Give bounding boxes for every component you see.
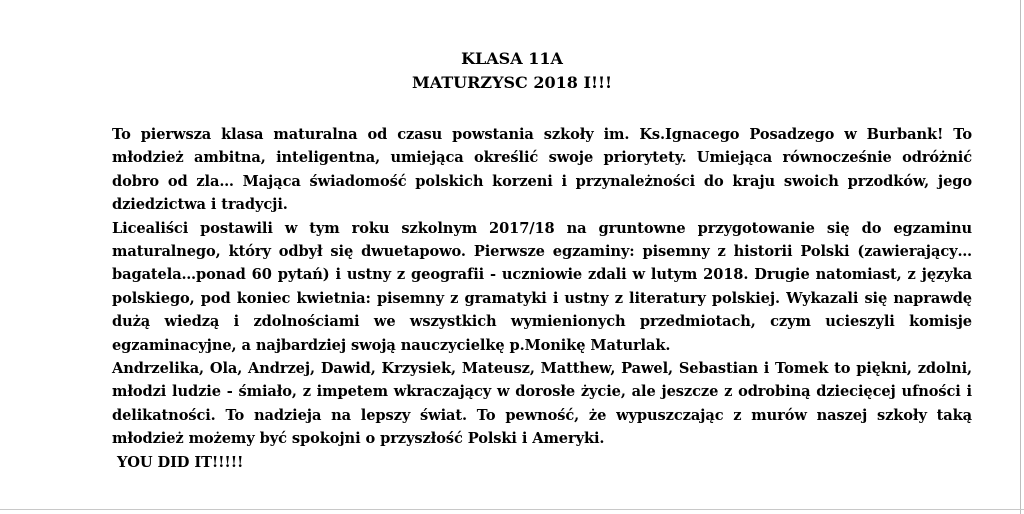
frame-bottom-border <box>0 509 1024 510</box>
closing-line: YOU DID IT!!!!! <box>112 453 244 471</box>
document-title: KLASA 11A <box>461 49 563 68</box>
frame-right-border <box>1020 0 1021 514</box>
paragraph-students: Andrzelika, Ola, Andrzej, Dawid, Krzysiek, Mateusz, Matthew, Pawel, Sebastian i Tomek to piękni, zdolni, młodzi ludzie - śmiało, z impetem wkraczający w dorosłe życie, ale jeszcze z odrobiną dziecięcej ufności i delikatności. To nadzieja na lepszy świat. To pewność, że wypuszczając z murów naszej szkoły taką młodzież możemy być spokojni o przyszłość Polski i Ameryki. <box>112 360 972 448</box>
paragraph-intro: To pierwsza klasa maturalna od czasu powstania szkoły im. Ks.Ignacego Posadzego w Burbank! To młodzież ambitna, inteligentna, umiejąca określić swoje priorytety. Umiejąca równocześnie odróżnić dobro od zla… Mająca świadomość polskich korzeni i przynależności do kraju swoich przodków, jego dziedzictwa i tradycji. <box>112 126 972 214</box>
document-body <box>112 123 972 474</box>
paragraph-exams: Licealiści postawili w tym roku szkolnym 2017/18 na gruntowne przygotowanie się do egzaminu maturalnego, który odbył się dwuetapowo. Pierwsze egzaminy: pisemny z historii Polski (zawierający… bagatela…ponad 60 pytań) i ustny z geografii - uczniowie zdali w lutym 2018. Drugie natomiast, z języka polskiego, pod koniec kwietnia: pisemny z gramatyki i ustny z literatury polskiej. Wykazali się naprawdę dużą wiedzą i zdolnościami we wszystkich wymienionych przedmiotach, czym ucieszyli komisje egzaminacyjne, a najbardziej swoją nauczycielkę p.Monikę Maturlak. <box>112 219 972 354</box>
document-subtitle: MATURZYSC 2018 I!!! <box>411 73 613 92</box>
